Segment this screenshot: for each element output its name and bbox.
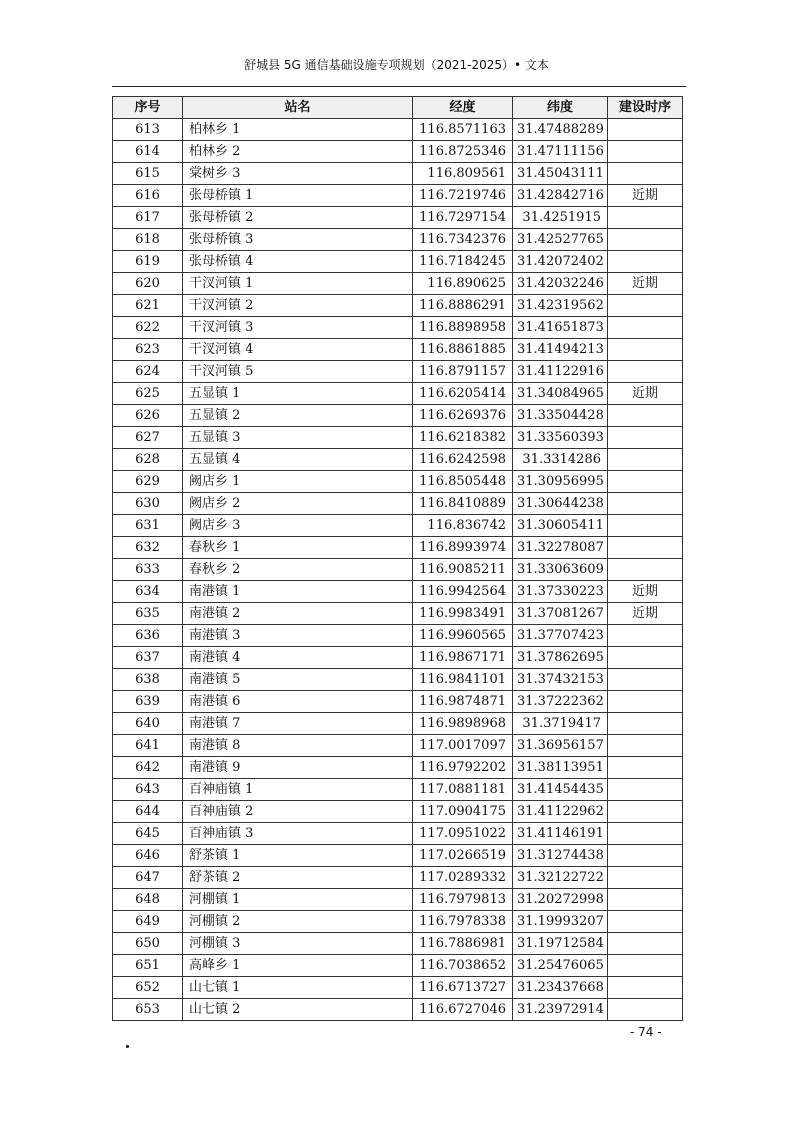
cell-phase	[608, 493, 683, 515]
cell-lon: 117.0881181	[413, 779, 513, 801]
cell-no: 645	[113, 823, 183, 845]
cell-lat: 31.25476065	[513, 955, 608, 977]
cell-phase	[608, 955, 683, 977]
cell-phase	[608, 317, 683, 339]
cell-lat: 31.41494213	[513, 339, 608, 361]
col-header-lat: 纬度	[513, 97, 608, 119]
cell-lon: 116.9792202	[413, 757, 513, 779]
cell-lat: 31.36956157	[513, 735, 608, 757]
cell-no: 634	[113, 581, 183, 603]
table-row	[113, 559, 683, 581]
cell-name: 南港镇 5	[183, 669, 413, 691]
cell-phase	[608, 163, 683, 185]
cell-no: 639	[113, 691, 183, 713]
cell-lat: 31.38113951	[513, 757, 608, 779]
table-row	[113, 449, 683, 471]
page-number: - 74 -	[630, 1025, 662, 1039]
cell-phase	[608, 867, 683, 889]
cell-lon: 116.9960565	[413, 625, 513, 647]
cell-no: 636	[113, 625, 183, 647]
cell-phase	[608, 405, 683, 427]
cell-lat: 31.41651873	[513, 317, 608, 339]
cell-name: 干汊河镇 1	[183, 273, 413, 295]
cell-lat: 31.31274438	[513, 845, 608, 867]
cell-name: 棠树乡 3	[183, 163, 413, 185]
cell-phase	[608, 207, 683, 229]
cell-lon: 116.890625	[413, 273, 513, 295]
cell-lon: 116.9867171	[413, 647, 513, 669]
cell-name: 山七镇 2	[183, 999, 413, 1021]
cell-phase	[608, 977, 683, 999]
cell-no: 651	[113, 955, 183, 977]
cell-lon: 116.7184245	[413, 251, 513, 273]
cell-phase	[608, 361, 683, 383]
cell-phase	[608, 559, 683, 581]
cell-phase	[608, 141, 683, 163]
cell-name: 南港镇 4	[183, 647, 413, 669]
cell-name: 百神庙镇 2	[183, 801, 413, 823]
cell-no: 647	[113, 867, 183, 889]
cell-no: 646	[113, 845, 183, 867]
cell-no: 643	[113, 779, 183, 801]
cell-name: 高峰乡 1	[183, 955, 413, 977]
bullet-dot	[126, 1045, 129, 1048]
cell-name: 舒茶镇 2	[183, 867, 413, 889]
cell-name: 干汊河镇 5	[183, 361, 413, 383]
cell-name: 阙店乡 3	[183, 515, 413, 537]
col-header-no: 序号	[113, 97, 183, 119]
table-row	[113, 493, 683, 515]
table-row	[113, 537, 683, 559]
table-row	[113, 779, 683, 801]
cell-name: 南港镇 7	[183, 713, 413, 735]
cell-lat: 31.37330223	[513, 581, 608, 603]
cell-phase	[608, 713, 683, 735]
cell-lat: 31.32122722	[513, 867, 608, 889]
table-row	[113, 581, 683, 603]
cell-no: 618	[113, 229, 183, 251]
cell-lat: 31.33504428	[513, 405, 608, 427]
cell-lon: 116.7342376	[413, 229, 513, 251]
table-row	[113, 867, 683, 889]
table-row	[113, 977, 683, 999]
cell-name: 南港镇 9	[183, 757, 413, 779]
cell-lon: 116.9898968	[413, 713, 513, 735]
cell-lat: 31.32278087	[513, 537, 608, 559]
cell-lon: 116.6727046	[413, 999, 513, 1021]
cell-lon: 117.0266519	[413, 845, 513, 867]
table-row	[113, 273, 683, 295]
table-row	[113, 713, 683, 735]
cell-lat: 31.42842716	[513, 185, 608, 207]
cell-lon: 116.8571163	[413, 119, 513, 141]
cell-lat: 31.23972914	[513, 999, 608, 1021]
table-header-row	[113, 97, 683, 119]
cell-lat: 31.3719417	[513, 713, 608, 735]
table-row	[113, 295, 683, 317]
cell-lat: 31.3314286	[513, 449, 608, 471]
cell-lon: 117.0017097	[413, 735, 513, 757]
cell-lon: 116.6269376	[413, 405, 513, 427]
cell-phase	[608, 823, 683, 845]
cell-lon: 116.8725346	[413, 141, 513, 163]
cell-no: 640	[113, 713, 183, 735]
table-row	[113, 603, 683, 625]
station-table	[112, 96, 683, 1021]
cell-lat: 31.19712584	[513, 933, 608, 955]
cell-lon: 116.6218382	[413, 427, 513, 449]
cell-no: 614	[113, 141, 183, 163]
cell-phase	[608, 295, 683, 317]
cell-lon: 116.8886291	[413, 295, 513, 317]
cell-name: 张母桥镇 4	[183, 251, 413, 273]
table-row	[113, 801, 683, 823]
cell-phase	[608, 779, 683, 801]
table-row	[113, 383, 683, 405]
cell-lat: 31.30956995	[513, 471, 608, 493]
cell-name: 干汊河镇 2	[183, 295, 413, 317]
table-row	[113, 889, 683, 911]
cell-phase	[608, 999, 683, 1021]
cell-name: 柏林乡 1	[183, 119, 413, 141]
cell-phase	[608, 537, 683, 559]
cell-lon: 116.8993974	[413, 537, 513, 559]
cell-no: 630	[113, 493, 183, 515]
cell-lon: 116.809561	[413, 163, 513, 185]
cell-phase: 近期	[608, 273, 683, 295]
cell-name: 山七镇 1	[183, 977, 413, 999]
cell-lat: 31.37222362	[513, 691, 608, 713]
cell-lon: 116.8410889	[413, 493, 513, 515]
cell-lon: 116.7219746	[413, 185, 513, 207]
cell-name: 南港镇 2	[183, 603, 413, 625]
cell-phase	[608, 515, 683, 537]
cell-name: 百神庙镇 3	[183, 823, 413, 845]
table-row	[113, 669, 683, 691]
cell-phase	[608, 427, 683, 449]
cell-name: 柏林乡 2	[183, 141, 413, 163]
cell-no: 635	[113, 603, 183, 625]
cell-name: 春秋乡 1	[183, 537, 413, 559]
cell-name: 张母桥镇 3	[183, 229, 413, 251]
cell-no: 641	[113, 735, 183, 757]
cell-lon: 116.6205414	[413, 383, 513, 405]
cell-phase: 近期	[608, 603, 683, 625]
cell-name: 南港镇 8	[183, 735, 413, 757]
cell-no: 627	[113, 427, 183, 449]
cell-lon: 116.7978338	[413, 911, 513, 933]
cell-phase	[608, 911, 683, 933]
cell-no: 621	[113, 295, 183, 317]
table-row	[113, 625, 683, 647]
cell-lat: 31.20272998	[513, 889, 608, 911]
cell-name: 河棚镇 2	[183, 911, 413, 933]
table-row	[113, 911, 683, 933]
cell-lat: 31.41122916	[513, 361, 608, 383]
cell-name: 阙店乡 2	[183, 493, 413, 515]
table-row	[113, 119, 683, 141]
cell-lat: 31.47488289	[513, 119, 608, 141]
cell-name: 河棚镇 3	[183, 933, 413, 955]
table-row	[113, 361, 683, 383]
cell-no: 642	[113, 757, 183, 779]
cell-phase	[608, 933, 683, 955]
cell-lat: 31.19993207	[513, 911, 608, 933]
cell-no: 628	[113, 449, 183, 471]
cell-lat: 31.41122962	[513, 801, 608, 823]
cell-name: 五显镇 3	[183, 427, 413, 449]
cell-no: 629	[113, 471, 183, 493]
cell-lon: 116.8505448	[413, 471, 513, 493]
cell-lat: 31.37081267	[513, 603, 608, 625]
cell-name: 南港镇 3	[183, 625, 413, 647]
cell-no: 637	[113, 647, 183, 669]
table-row	[113, 339, 683, 361]
cell-lat: 31.34084965	[513, 383, 608, 405]
cell-no: 631	[113, 515, 183, 537]
cell-lat: 31.23437668	[513, 977, 608, 999]
cell-lat: 31.30644238	[513, 493, 608, 515]
table-row	[113, 405, 683, 427]
cell-phase	[608, 647, 683, 669]
cell-no: 626	[113, 405, 183, 427]
cell-lat: 31.42319562	[513, 295, 608, 317]
table-row	[113, 141, 683, 163]
cell-lon: 116.7886981	[413, 933, 513, 955]
cell-phase	[608, 735, 683, 757]
cell-no: 620	[113, 273, 183, 295]
cell-lon: 117.0289332	[413, 867, 513, 889]
page-header-title: 舒城县 5G 通信基础设施专项规划（2021-2025）• 文本	[244, 58, 549, 72]
cell-lon: 116.9085211	[413, 559, 513, 581]
cell-lat: 31.41454435	[513, 779, 608, 801]
cell-phase	[608, 449, 683, 471]
table-row	[113, 471, 683, 493]
cell-no: 649	[113, 911, 183, 933]
cell-phase	[608, 757, 683, 779]
cell-name: 干汊河镇 4	[183, 339, 413, 361]
cell-phase	[608, 229, 683, 251]
table-row	[113, 207, 683, 229]
cell-phase: 近期	[608, 581, 683, 603]
col-header-name: 站名	[183, 97, 413, 119]
cell-phase	[608, 801, 683, 823]
cell-lat: 31.33063609	[513, 559, 608, 581]
table-row	[113, 229, 683, 251]
table-row	[113, 251, 683, 273]
cell-name: 五显镇 4	[183, 449, 413, 471]
cell-lat: 31.42032246	[513, 273, 608, 295]
table-row	[113, 845, 683, 867]
cell-no: 652	[113, 977, 183, 999]
cell-name: 南港镇 6	[183, 691, 413, 713]
table-row	[113, 163, 683, 185]
cell-lat: 31.37862695	[513, 647, 608, 669]
cell-lon: 116.7979813	[413, 889, 513, 911]
cell-name: 干汊河镇 3	[183, 317, 413, 339]
table-row	[113, 999, 683, 1021]
cell-lon: 116.9942564	[413, 581, 513, 603]
cell-no: 624	[113, 361, 183, 383]
cell-no: 616	[113, 185, 183, 207]
cell-no: 619	[113, 251, 183, 273]
cell-lat: 31.33560393	[513, 427, 608, 449]
cell-lon: 116.7038652	[413, 955, 513, 977]
cell-no: 617	[113, 207, 183, 229]
cell-lon: 116.9841101	[413, 669, 513, 691]
cell-no: 648	[113, 889, 183, 911]
cell-lon: 117.0951022	[413, 823, 513, 845]
cell-lon: 116.8791157	[413, 361, 513, 383]
cell-lon: 117.0904175	[413, 801, 513, 823]
cell-no: 615	[113, 163, 183, 185]
cell-name: 张母桥镇 2	[183, 207, 413, 229]
cell-lat: 31.42072402	[513, 251, 608, 273]
cell-lat: 31.4251915	[513, 207, 608, 229]
table-body	[113, 119, 683, 1021]
cell-phase	[608, 119, 683, 141]
cell-name: 春秋乡 2	[183, 559, 413, 581]
table-row	[113, 691, 683, 713]
cell-lon: 116.6242598	[413, 449, 513, 471]
cell-lon: 116.836742	[413, 515, 513, 537]
cell-no: 613	[113, 119, 183, 141]
cell-no: 653	[113, 999, 183, 1021]
cell-phase: 近期	[608, 383, 683, 405]
cell-name: 五显镇 1	[183, 383, 413, 405]
cell-no: 632	[113, 537, 183, 559]
cell-lat: 31.30605411	[513, 515, 608, 537]
cell-lat: 31.37707423	[513, 625, 608, 647]
cell-lat: 31.42527765	[513, 229, 608, 251]
cell-lat: 31.47111156	[513, 141, 608, 163]
col-header-phase: 建设时序	[608, 97, 683, 119]
cell-no: 625	[113, 383, 183, 405]
table-row	[113, 647, 683, 669]
cell-phase	[608, 669, 683, 691]
cell-no: 623	[113, 339, 183, 361]
table-row	[113, 735, 683, 757]
cell-no: 622	[113, 317, 183, 339]
cell-name: 张母桥镇 1	[183, 185, 413, 207]
cell-lat: 31.41146191	[513, 823, 608, 845]
cell-lon: 116.7297154	[413, 207, 513, 229]
cell-no: 650	[113, 933, 183, 955]
cell-name: 舒茶镇 1	[183, 845, 413, 867]
cell-lon: 116.8898958	[413, 317, 513, 339]
cell-name: 百神庙镇 1	[183, 779, 413, 801]
cell-lon: 116.9874871	[413, 691, 513, 713]
table-row	[113, 955, 683, 977]
table-row	[113, 427, 683, 449]
table-row	[113, 823, 683, 845]
cell-phase	[608, 339, 683, 361]
cell-phase	[608, 471, 683, 493]
table-row	[113, 933, 683, 955]
cell-no: 633	[113, 559, 183, 581]
cell-name: 南港镇 1	[183, 581, 413, 603]
table-row	[113, 317, 683, 339]
cell-name: 河棚镇 1	[183, 889, 413, 911]
cell-lat: 31.45043111	[513, 163, 608, 185]
table-row	[113, 185, 683, 207]
cell-no: 638	[113, 669, 183, 691]
cell-lon: 116.8861885	[413, 339, 513, 361]
cell-lon: 116.9983491	[413, 603, 513, 625]
table-row	[113, 757, 683, 779]
cell-phase	[608, 845, 683, 867]
cell-phase	[608, 625, 683, 647]
cell-phase	[608, 889, 683, 911]
cell-phase	[608, 251, 683, 273]
cell-no: 644	[113, 801, 183, 823]
table-row	[113, 515, 683, 537]
col-header-lon: 经度	[413, 97, 513, 119]
cell-phase: 近期	[608, 185, 683, 207]
cell-lat: 31.37432153	[513, 669, 608, 691]
cell-name: 阙店乡 1	[183, 471, 413, 493]
cell-lon: 116.6713727	[413, 977, 513, 999]
cell-phase	[608, 691, 683, 713]
header-rule	[112, 86, 686, 87]
cell-name: 五显镇 2	[183, 405, 413, 427]
